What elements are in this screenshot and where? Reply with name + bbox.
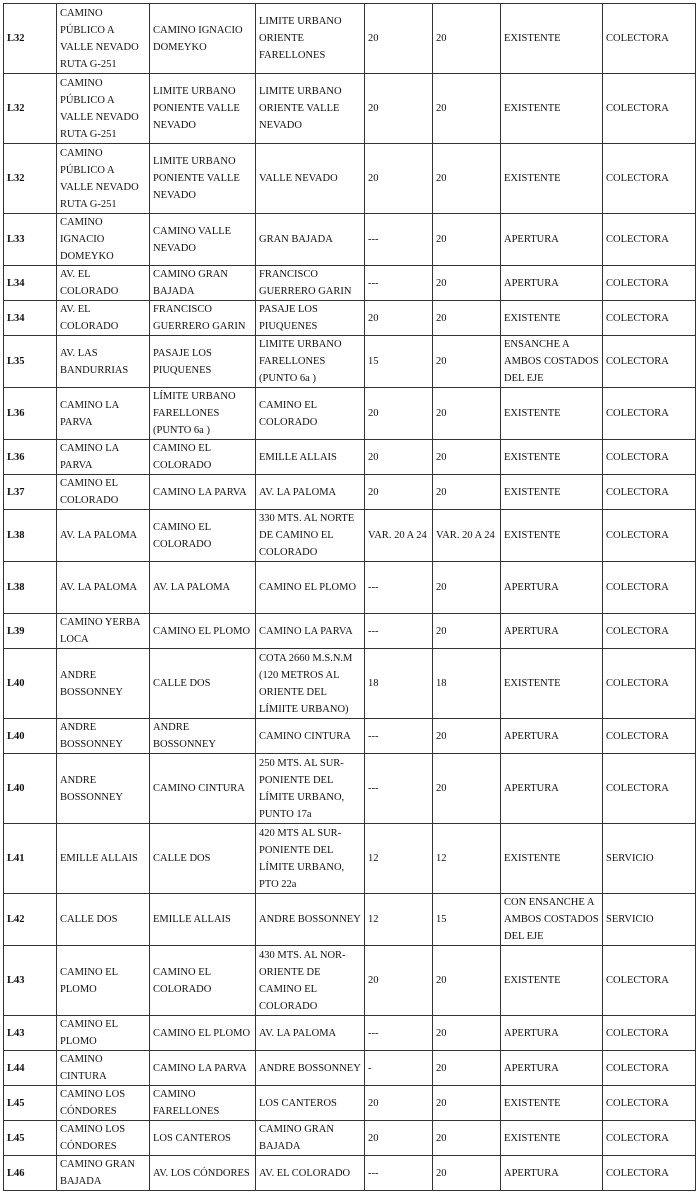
table-row <box>4 74 696 144</box>
cell-width-current: --- <box>365 1156 433 1191</box>
cell-state: APERTURA <box>501 1156 603 1191</box>
cell-width-current: VAR. 20 A 24 <box>365 510 433 562</box>
cell-width-current: 20 <box>365 1121 433 1156</box>
cell-width-current: --- <box>365 1016 433 1051</box>
cell-from: CAMINO GRAN BAJADA <box>150 266 256 301</box>
cell-road-name: AV. LA PALOMA <box>57 510 150 562</box>
cell-width-proposed: 20 <box>433 754 501 824</box>
cell-type: COLECTORA <box>603 1121 696 1156</box>
cell-type: COLECTORA <box>603 440 696 475</box>
cell-state: CON ENSANCHE A AMBOS COSTADOS DEL EJE <box>501 894 603 946</box>
cell-state: APERTURA <box>501 266 603 301</box>
cell-state: EXISTENTE <box>501 824 603 894</box>
cell-width-proposed: 20 <box>433 214 501 266</box>
cell-code: L35 <box>4 336 57 388</box>
cell-road-name: AV. LAS BANDURRIAS <box>57 336 150 388</box>
cell-to: EMILLE ALLAIS <box>256 440 365 475</box>
cell-road-name: CAMINO LA PARVA <box>57 440 150 475</box>
cell-state: EXISTENTE <box>501 1086 603 1121</box>
cell-from: CAMINO LA PARVA <box>150 475 256 510</box>
cell-to: CAMINO EL COLORADO <box>256 388 365 440</box>
table-row <box>4 266 696 301</box>
cell-to: LOS CANTEROS <box>256 1086 365 1121</box>
cell-to: CAMINO CINTURA <box>256 719 365 754</box>
cell-type: COLECTORA <box>603 946 696 1016</box>
cell-type: COLECTORA <box>603 562 696 614</box>
cell-type: COLECTORA <box>603 754 696 824</box>
cell-width-proposed: 18 <box>433 649 501 719</box>
cell-state: EXISTENTE <box>501 440 603 475</box>
cell-code: L45 <box>4 1086 57 1121</box>
cell-road-name: CAMINO LA PARVA <box>57 388 150 440</box>
cell-road-name: CAMINO YERBA LOCA <box>57 614 150 649</box>
cell-road-name: CAMINO PÚBLICO A VALLE NEVADO RUTA G-251 <box>57 144 150 214</box>
cell-width-proposed: 20 <box>433 144 501 214</box>
cell-from: CAMINO CINTURA <box>150 754 256 824</box>
cell-state: APERTURA <box>501 1016 603 1051</box>
table-row <box>4 1121 696 1156</box>
cell-type: COLECTORA <box>603 214 696 266</box>
cell-from: CAMINO EL COLORADO <box>150 440 256 475</box>
cell-to: 420 MTS AL SUR-PONIENTE DEL LÍMITE URBANO, PTO 22a <box>256 824 365 894</box>
table-row <box>4 4 696 74</box>
cell-type: COLECTORA <box>603 388 696 440</box>
cell-width-proposed: 20 <box>433 1051 501 1086</box>
cell-road-name: CAMINO GRAN BAJADA <box>57 1156 150 1191</box>
cell-state: APERTURA <box>501 719 603 754</box>
table-body <box>4 4 696 1191</box>
cell-state: EXISTENTE <box>501 74 603 144</box>
cell-code: L32 <box>4 144 57 214</box>
cell-state: EXISTENTE <box>501 475 603 510</box>
cell-code: L36 <box>4 440 57 475</box>
cell-from: CAMINO FARELLONES <box>150 1086 256 1121</box>
table-row <box>4 440 696 475</box>
table-row <box>4 754 696 824</box>
cell-road-name: EMILLE ALLAIS <box>57 824 150 894</box>
cell-from: CAMINO VALLE NEVADO <box>150 214 256 266</box>
cell-from: CAMINO EL COLORADO <box>150 946 256 1016</box>
cell-to: VALLE NEVADO <box>256 144 365 214</box>
cell-code: L42 <box>4 894 57 946</box>
cell-state: EXISTENTE <box>501 1121 603 1156</box>
cell-type: COLECTORA <box>603 649 696 719</box>
cell-width-current: --- <box>365 719 433 754</box>
cell-width-proposed: 20 <box>433 719 501 754</box>
cell-to: 250 MTS. AL SUR-PONIENTE DEL LÍMITE URBANO, PUNTO 17a <box>256 754 365 824</box>
cell-road-name: AV. EL COLORADO <box>57 266 150 301</box>
table-row <box>4 1016 696 1051</box>
cell-state: APERTURA <box>501 1051 603 1086</box>
cell-state: APERTURA <box>501 614 603 649</box>
cell-to: GRAN BAJADA <box>256 214 365 266</box>
cell-type: COLECTORA <box>603 4 696 74</box>
cell-code: L46 <box>4 1156 57 1191</box>
cell-from: AV. LOS CÓNDORES <box>150 1156 256 1191</box>
cell-road-name: CAMINO CINTURA <box>57 1051 150 1086</box>
cell-to: ANDRE BOSSONNEY <box>256 1051 365 1086</box>
cell-code: L45 <box>4 1121 57 1156</box>
cell-to: AV. EL COLORADO <box>256 1156 365 1191</box>
cell-state: EXISTENTE <box>501 946 603 1016</box>
cell-road-name: CAMINO PÚBLICO A VALLE NEVADO RUTA G-251 <box>57 4 150 74</box>
cell-to: LIMITE URBANO ORIENTE FARELLONES <box>256 4 365 74</box>
cell-type: COLECTORA <box>603 1051 696 1086</box>
table-row <box>4 894 696 946</box>
cell-to: 330 MTS. AL NORTE DE CAMINO EL COLORADO <box>256 510 365 562</box>
cell-from: FRANCISCO GUERRERO GARIN <box>150 301 256 336</box>
table-row <box>4 1051 696 1086</box>
cell-code: L34 <box>4 301 57 336</box>
table-row <box>4 214 696 266</box>
cell-to: COTA 2660 M.S.N.M (120 METROS AL ORIENTE DEL LÍMIITE URBANO) <box>256 649 365 719</box>
cell-type: COLECTORA <box>603 1086 696 1121</box>
cell-from: LIMITE URBANO PONIENTE VALLE NEVADO <box>150 74 256 144</box>
cell-from: CALLE DOS <box>150 824 256 894</box>
table-row <box>4 614 696 649</box>
cell-width-current: 12 <box>365 894 433 946</box>
table-row <box>4 946 696 1016</box>
cell-code: L37 <box>4 475 57 510</box>
cell-to: CAMINO GRAN BAJADA <box>256 1121 365 1156</box>
cell-state: EXISTENTE <box>501 388 603 440</box>
table-row <box>4 144 696 214</box>
cell-width-current: 15 <box>365 336 433 388</box>
cell-width-proposed: 20 <box>433 614 501 649</box>
cell-code: L32 <box>4 74 57 144</box>
cell-width-proposed: 20 <box>433 1086 501 1121</box>
cell-width-proposed: 20 <box>433 301 501 336</box>
cell-state: APERTURA <box>501 754 603 824</box>
cell-code: L40 <box>4 754 57 824</box>
cell-code: L41 <box>4 824 57 894</box>
cell-type: COLECTORA <box>603 1016 696 1051</box>
cell-state: APERTURA <box>501 214 603 266</box>
cell-to: CAMINO EL PLOMO <box>256 562 365 614</box>
cell-to: ANDRE BOSSONNEY <box>256 894 365 946</box>
cell-state: EXISTENTE <box>501 649 603 719</box>
cell-code: L33 <box>4 214 57 266</box>
cell-width-proposed: 20 <box>433 74 501 144</box>
cell-type: COLECTORA <box>603 1156 696 1191</box>
table-row <box>4 719 696 754</box>
table-row <box>4 475 696 510</box>
cell-state: APERTURA <box>501 562 603 614</box>
cell-width-proposed: 20 <box>433 1156 501 1191</box>
cell-type: SERVICIO <box>603 824 696 894</box>
cell-from: CAMINO EL PLOMO <box>150 614 256 649</box>
cell-to: LIMITE URBANO FARELLONES (PUNTO 6a ) <box>256 336 365 388</box>
cell-code: L38 <box>4 562 57 614</box>
cell-width-current: 20 <box>365 144 433 214</box>
cell-to: PASAJE LOS PIUQUENES <box>256 301 365 336</box>
cell-type: COLECTORA <box>603 475 696 510</box>
cell-type: COLECTORA <box>603 144 696 214</box>
cell-width-proposed: 12 <box>433 824 501 894</box>
cell-width-proposed: 20 <box>433 440 501 475</box>
cell-road-name: CAMINO EL PLOMO <box>57 1016 150 1051</box>
table-row <box>4 1086 696 1121</box>
cell-width-proposed: 15 <box>433 894 501 946</box>
cell-type: COLECTORA <box>603 719 696 754</box>
cell-width-proposed: 20 <box>433 1121 501 1156</box>
cell-width-proposed: 20 <box>433 946 501 1016</box>
cell-from: LIMITE URBANO PONIENTE VALLE NEVADO <box>150 144 256 214</box>
cell-width-proposed: 20 <box>433 475 501 510</box>
cell-road-name: CAMINO PÚBLICO A VALLE NEVADO RUTA G-251 <box>57 74 150 144</box>
cell-width-current: --- <box>365 562 433 614</box>
cell-to: CAMINO LA PARVA <box>256 614 365 649</box>
cell-type: COLECTORA <box>603 336 696 388</box>
cell-from: ANDRE BOSSONNEY <box>150 719 256 754</box>
road-network-table <box>3 3 696 1191</box>
table-row <box>4 388 696 440</box>
cell-road-name: ANDRE BOSSONNEY <box>57 649 150 719</box>
cell-type: SERVICIO <box>603 894 696 946</box>
cell-from: LÍMITE URBANO FARELLONES (PUNTO 6a ) <box>150 388 256 440</box>
cell-code: L36 <box>4 388 57 440</box>
cell-width-proposed: 20 <box>433 336 501 388</box>
cell-road-name: CAMINO EL COLORADO <box>57 475 150 510</box>
table-row <box>4 562 696 614</box>
cell-to: AV. LA PALOMA <box>256 475 365 510</box>
cell-width-current: 20 <box>365 74 433 144</box>
cell-to: 430 MTS. AL NOR-ORIENTE DE CAMINO EL COLORADO <box>256 946 365 1016</box>
cell-width-current: 20 <box>365 388 433 440</box>
table-row <box>4 824 696 894</box>
cell-state: EXISTENTE <box>501 4 603 74</box>
table-row <box>4 1156 696 1191</box>
cell-road-name: CAMINO EL PLOMO <box>57 946 150 1016</box>
cell-state: ENSANCHE A AMBOS COSTADOS DEL EJE <box>501 336 603 388</box>
cell-from: CAMINO IGNACIO DOMEYKO <box>150 4 256 74</box>
cell-from: CAMINO EL COLORADO <box>150 510 256 562</box>
table-row <box>4 510 696 562</box>
cell-code: L39 <box>4 614 57 649</box>
cell-road-name: CAMINO LOS CÓNDORES <box>57 1121 150 1156</box>
cell-road-name: ANDRE BOSSONNEY <box>57 719 150 754</box>
cell-type: COLECTORA <box>603 301 696 336</box>
cell-width-proposed: 20 <box>433 4 501 74</box>
table-row <box>4 649 696 719</box>
cell-from: CALLE DOS <box>150 649 256 719</box>
cell-width-current: 20 <box>365 475 433 510</box>
cell-width-current: --- <box>365 266 433 301</box>
cell-width-current: 12 <box>365 824 433 894</box>
cell-width-current: --- <box>365 214 433 266</box>
cell-width-current: 20 <box>365 4 433 74</box>
cell-road-name: AV. LA PALOMA <box>57 562 150 614</box>
cell-width-proposed: 20 <box>433 388 501 440</box>
cell-type: COLECTORA <box>603 614 696 649</box>
cell-width-current: 20 <box>365 946 433 1016</box>
cell-road-name: AV. EL COLORADO <box>57 301 150 336</box>
cell-road-name: CALLE DOS <box>57 894 150 946</box>
cell-from: CAMINO LA PARVA <box>150 1051 256 1086</box>
cell-code: L38 <box>4 510 57 562</box>
cell-type: COLECTORA <box>603 266 696 301</box>
cell-from: LOS CANTEROS <box>150 1121 256 1156</box>
cell-type: COLECTORA <box>603 74 696 144</box>
cell-code: L40 <box>4 719 57 754</box>
cell-road-name: ANDRE BOSSONNEY <box>57 754 150 824</box>
cell-code: L40 <box>4 649 57 719</box>
cell-road-name: CAMINO LOS CÓNDORES <box>57 1086 150 1121</box>
cell-state: EXISTENTE <box>501 510 603 562</box>
cell-from: EMILLE ALLAIS <box>150 894 256 946</box>
cell-code: L34 <box>4 266 57 301</box>
cell-width-proposed: VAR. 20 A 24 <box>433 510 501 562</box>
cell-from: CAMINO EL PLOMO <box>150 1016 256 1051</box>
cell-from: PASAJE LOS PIUQUENES <box>150 336 256 388</box>
table-row <box>4 336 696 388</box>
cell-width-current: 20 <box>365 440 433 475</box>
cell-from: AV. LA PALOMA <box>150 562 256 614</box>
cell-width-current: - <box>365 1051 433 1086</box>
cell-width-current: --- <box>365 614 433 649</box>
cell-width-current: --- <box>365 754 433 824</box>
cell-code: L32 <box>4 4 57 74</box>
cell-to: FRANCISCO GUERRERO GARIN <box>256 266 365 301</box>
cell-width-current: 20 <box>365 301 433 336</box>
table-row <box>4 301 696 336</box>
cell-state: EXISTENTE <box>501 301 603 336</box>
cell-to: AV. LA PALOMA <box>256 1016 365 1051</box>
cell-code: L43 <box>4 1016 57 1051</box>
cell-to: LIMITE URBANO ORIENTE VALLE NEVADO <box>256 74 365 144</box>
cell-width-proposed: 20 <box>433 1016 501 1051</box>
cell-code: L43 <box>4 946 57 1016</box>
cell-width-current: 20 <box>365 1086 433 1121</box>
cell-width-proposed: 20 <box>433 266 501 301</box>
cell-type: COLECTORA <box>603 510 696 562</box>
cell-width-proposed: 20 <box>433 562 501 614</box>
cell-state: EXISTENTE <box>501 144 603 214</box>
cell-width-current: 18 <box>365 649 433 719</box>
cell-road-name: CAMINO IGNACIO DOMEYKO <box>57 214 150 266</box>
cell-code: L44 <box>4 1051 57 1086</box>
